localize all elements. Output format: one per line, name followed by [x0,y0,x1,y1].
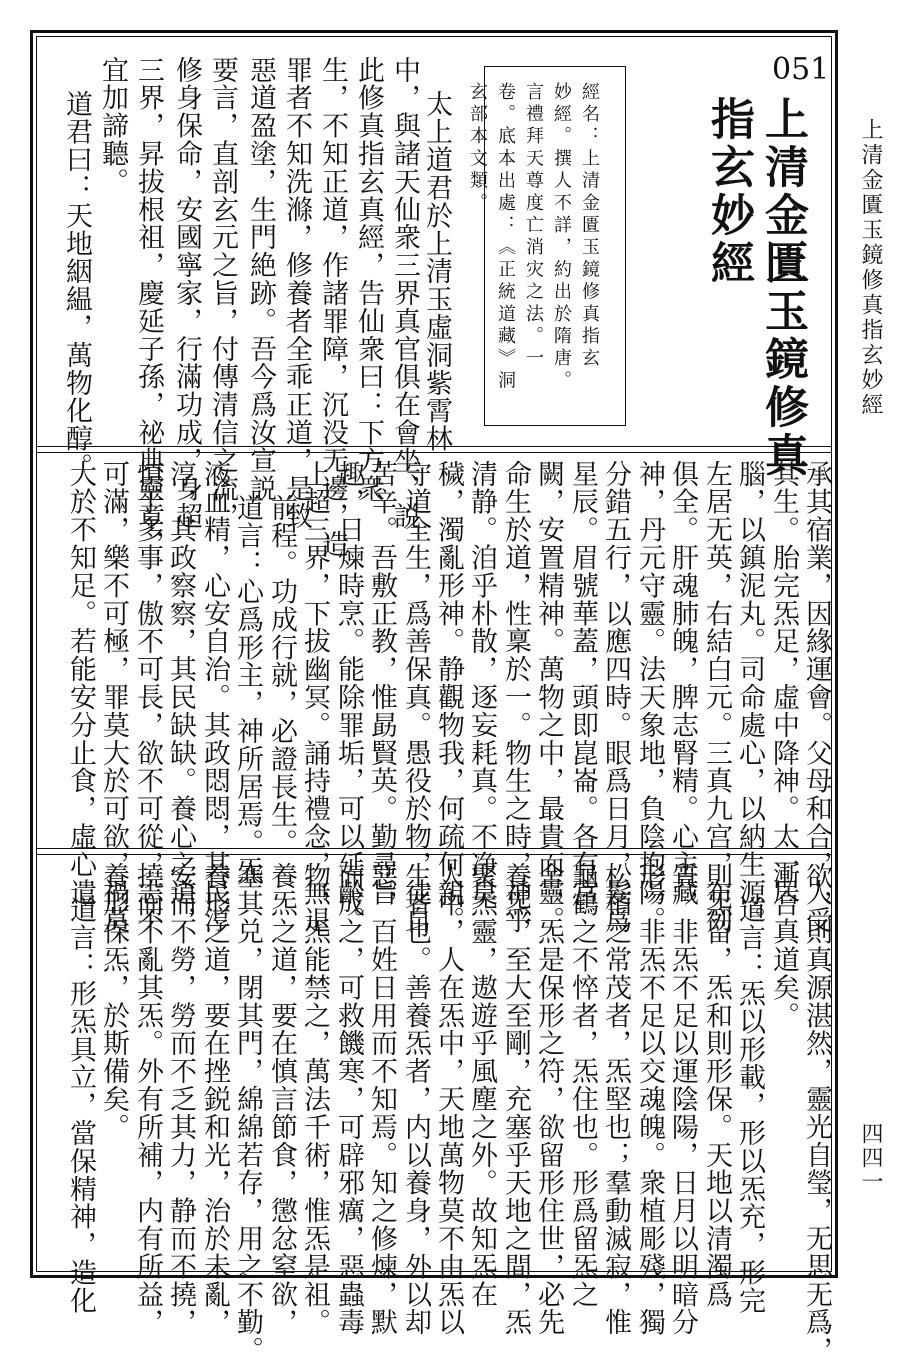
text-column: 闕，安置精神。萬物之中，最貴而靈。 [533,460,564,935]
info-line: 言禮拜天尊度亡消灾之法。一 [523,82,544,371]
text-column: 液血精，心安自治。其政悶悶，其民淳 [199,460,230,935]
text-column: 苦辛。吾敷正教，惟勗賢英。勤尋旨 [366,460,397,907]
text-column: 養炁，至大至剛，充塞乎天地之間，炁 [500,862,531,1337]
text-column: 命生於道，性稟於一。物生之時，神乎 [500,460,531,935]
margin-running-title: 上清金匱玉鏡修真指玄妙經 [858,118,883,418]
text-column: 左居无英，右結白元。三真九宫，布列 [701,460,732,935]
text-column: 而成之，可救饑寒，可辟邪癘，惡蟲毒 [333,862,364,1337]
text-column: 星辰。眉號華蓋，頭即崑崙。各有宫 [567,460,598,907]
text-column: 質，非炁不足以運陰陽，日月以明暗分 [667,862,698,1337]
text-column: 大於不知足。若能安分止食，虛心遣 [65,460,96,907]
text-column: 生，不知正道，作諸罪障，沉没无邊，造 [317,56,348,559]
text-column: 養形保炁，於斯備矣。 [98,862,129,1141]
title-line: 上清金匱玉鏡修真 [757,96,808,480]
text-column: 神，丹元守靈。法天象地，負陰抱陽。 [634,460,665,935]
text-column: 安而不勞，勞而不乏其力，静而不撓， [165,862,196,1337]
text-column: 罪者不知洗滌，修養者全乖正道，是致 [281,56,312,531]
text-column: 宜加諦聽。 [97,56,128,196]
text-column: 形，非炁不足以交魂魄。衆植彫殘，獨 [634,862,665,1337]
text-column: 人中，人在炁中，天地萬物莫不由炁以 [433,862,464,1337]
text-column: 舍，炁是保形之符，欲留形住世，必先 [533,862,564,1337]
text-column: 上超三界，下拔幽冥。誦持禮念，無退 [299,460,330,935]
info-line: 卷。底本出處：《正統道藏》洞 [495,82,516,393]
text-column: 撓而不亂其炁。外有所補，内有所益， [132,862,163,1337]
text-column: 此修真指玄真經，告仙衆曰：下方衆 [353,56,384,503]
text-column: 物，炁能禁之，萬法千術，惟炁是祖。 [299,862,330,1337]
text-column: 前程。功成行就，必證長生。 [266,494,297,857]
text-column: 趣，日煉時烹。能除罪垢，可以延齡。 [333,460,364,935]
text-column: 三界，昇拔根祖，慶延子孫，祕典靈章， [133,56,164,559]
text-column: 守道全生，爲善保真。愚役於物，徒自 [400,460,431,935]
text-column: 慎于多事，傲不可長，欲不可從，志不 [132,460,163,935]
text-column: 生者也。善養炁者，内以養身，外以却 [400,862,431,1337]
text-column: 道言：心爲形主，神所居焉。炁 [232,494,263,885]
text-column: 龜鶴之不悴者，炁住也。形爲留炁之 [567,862,598,1309]
text-column: 承其宿業，因緣運會。父母和合，人受 [801,460,832,935]
text-column: 道言：炁以形載，形以炁充，形完 [734,896,765,1315]
text-column: 分錯五行，以應四時。眼爲日月，髮爲 [600,460,631,935]
text-column: 修身保命，安國寧家，行滿功成，身超 [171,56,202,531]
text-column: 欲，則真源湛然，靈光自瑩，无思无爲， [801,862,832,1364]
text-column: 聚炁靈，遨遊乎風塵之外。故知炁在 [466,862,497,1309]
info-line: 玄部本文類。 [467,82,488,216]
text-column: 要言，直剖玄元之旨，付傳清信之流， [207,56,238,531]
text-column: 清静。洎乎朴散，逐妄耗真。不净臭 [466,460,497,907]
text-column: 養形之道，要在挫鋭和光，治於未亂， [199,862,230,1337]
text-column: 塞其兑，閉其門，綿綿若存，用之不勤。 [232,862,263,1364]
text-column: 其生。胎完炁足，虛中降神。太一居 [768,460,799,907]
text-column: 惡，百姓日用而不知焉。知之修煉，默 [366,862,397,1337]
text-column: 中，與諸天仙衆三界真官俱在會坐，説 [389,56,420,531]
text-column: 淳，其政察察，其民缺缺。養心之道， [165,460,196,935]
text-column: 則炁留，炁和則形保。天地以清濁爲 [701,862,732,1309]
page-number: 四四一 [858,1122,883,1194]
text-column: 松栢之常茂者，炁堅也；羣動滅寂，惟 [600,862,631,1337]
text-column: 惡道盈塗，生門絶跡。吾今爲汝宣説 [245,56,276,503]
scripture-number: 051 [772,52,830,87]
text-column: 穢，濁亂形神。静觀物我，何疏何親。 [433,460,464,935]
info-line: 妙經。撰人不詳，約出於隋唐。 [551,82,572,393]
text-column: 道言：形炁具立，當保精神，造化 [65,896,96,1315]
text-column: 可滿，樂不可極，罪莫大於可欲，禍莫 [98,460,129,935]
title-line: 指玄妙經 [703,96,754,288]
text-column: 道君曰：天地絪緼，萬物化醇。 [61,90,92,481]
text-column: 漸合真道矣。 [768,862,799,1030]
text-column: 腦，以鎮泥丸。司命處心，以納生源。 [734,460,765,935]
text-column: 俱全。肝魂肺魄，脾志腎精。心主藏 [667,460,698,907]
text-column: 養炁之道，要在慎言節食，懲忿窒欲， [266,862,297,1337]
text-column: 太上道君於上清玉虛洞紫霄林 [421,90,452,453]
info-line: 經名：上清金匱玉鏡修真指玄 [579,82,600,371]
